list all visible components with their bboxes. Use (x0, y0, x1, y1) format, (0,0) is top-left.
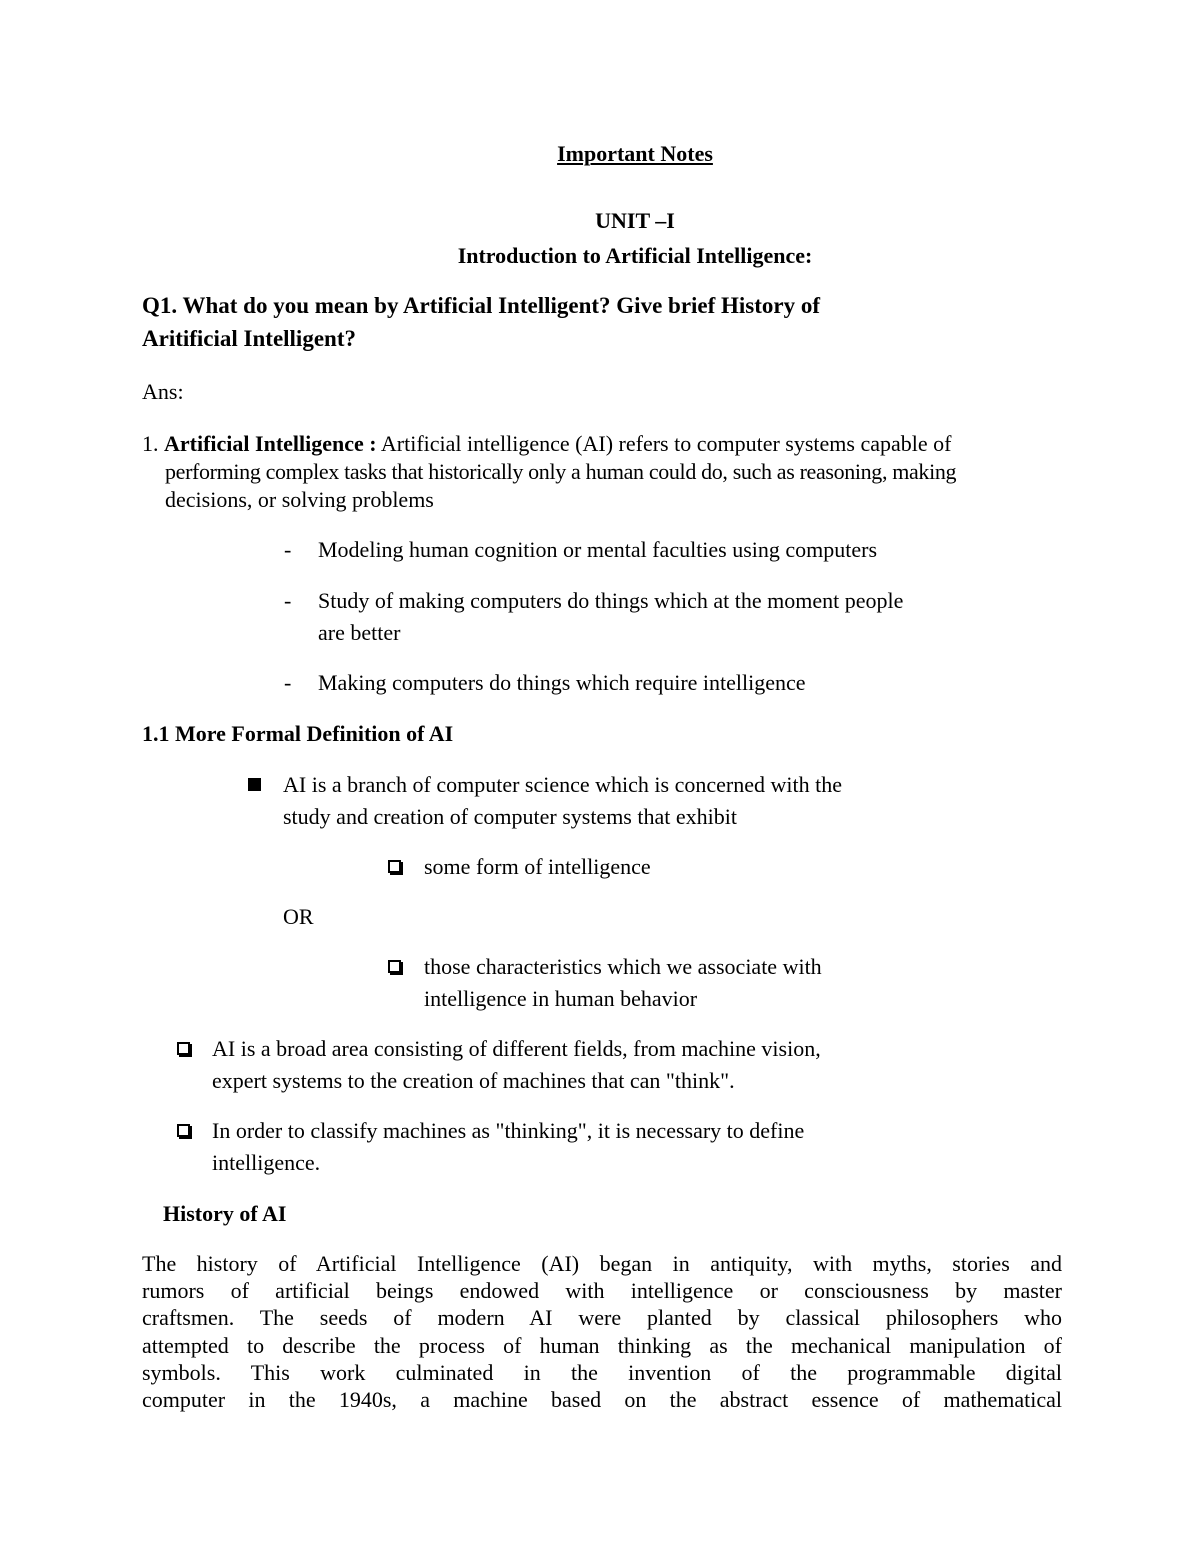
history-line: computer in the 1940s, a machine based on the abstract essence of mathematical (142, 1387, 1062, 1413)
history-line: craftsmen. The seeds of modern AI were planted by classical philosophers who (142, 1305, 1062, 1331)
history-line: rumors of artificial beings endowed with intelligence or consciousness by master (142, 1278, 1062, 1304)
formal-point-2-line-2: intelligence. (212, 1150, 321, 1175)
formal-point-2-line-1: In order to classify machines as "thinking", it is necessary to define (212, 1118, 805, 1143)
definition-line-3: decisions, or solving problems (165, 487, 434, 512)
history-line: The history of Artificial Intelligence (AI) began in antiquity, with myths, stories and (142, 1251, 1062, 1276)
dash-item: Study of making computers do things which at the moment people (318, 588, 904, 613)
formal-sub-item-2-line-2: intelligence in human behavior (424, 986, 698, 1011)
dash-marker: - (284, 537, 292, 562)
formal-point-1-line-1: AI is a broad area consisting of different fields, from machine vision, (212, 1036, 821, 1061)
checkbox-bullet-icon (388, 860, 401, 873)
dash-item: Modeling human cognition or mental faculties using computers (318, 537, 878, 562)
dash-marker: - (284, 670, 292, 695)
formal-sub-item-2-line-1: those characteristics which we associate with (424, 954, 822, 979)
formal-point-1-line-2: expert systems to the creation of machines that can "think". (212, 1068, 735, 1093)
history-paragraph (142, 1250, 1062, 1413)
dash-item: Making computers do things which require intelligence (318, 670, 806, 695)
filled-square-bullet-icon (248, 778, 261, 791)
formal-main-line-1: AI is a branch of computer science which is concerned with the (283, 772, 842, 797)
or-label: OR (283, 904, 314, 929)
definition-line-2: performing complex tasks that historically only a human could do, such as reasoning, making (165, 459, 957, 484)
definition-number: 1. (142, 431, 159, 456)
question-line-2: Aritificial Intelligent? (142, 326, 356, 351)
answer-label: Ans: (142, 379, 184, 404)
page-title: Important Notes (557, 141, 713, 166)
definition-text: Artificial intelligence (AI) refers to computer systems capable of (380, 431, 952, 456)
checkbox-bullet-icon (388, 960, 401, 973)
formal-definition-heading: 1.1 More Formal Definition of AI (142, 721, 454, 746)
dash-item-continuation: are better (318, 620, 401, 645)
definition-line-1 (142, 430, 951, 458)
formal-sub-item-1: some form of intelligence (424, 854, 651, 879)
unit-heading: UNIT –I (595, 208, 675, 233)
unit-subtitle: Introduction to Artificial Intelligence: (457, 243, 813, 268)
checkbox-bullet-icon (177, 1042, 190, 1055)
history-line: symbols. This work culminated in the invention of the programmable digital (142, 1359, 1062, 1385)
history-heading: History of AI (163, 1201, 287, 1226)
history-line: attempted to describe the process of human thinking as the mechanical manipulation of (142, 1332, 1062, 1358)
dash-marker: - (284, 588, 292, 613)
question-line-1: Q1. What do you mean by Artificial Intelligent? Give brief History of (142, 293, 821, 318)
formal-main-line-2: study and creation of computer systems that exhibit (283, 804, 737, 829)
checkbox-bullet-icon (177, 1124, 190, 1137)
definition-term: Artificial Intelligence : (164, 431, 377, 456)
